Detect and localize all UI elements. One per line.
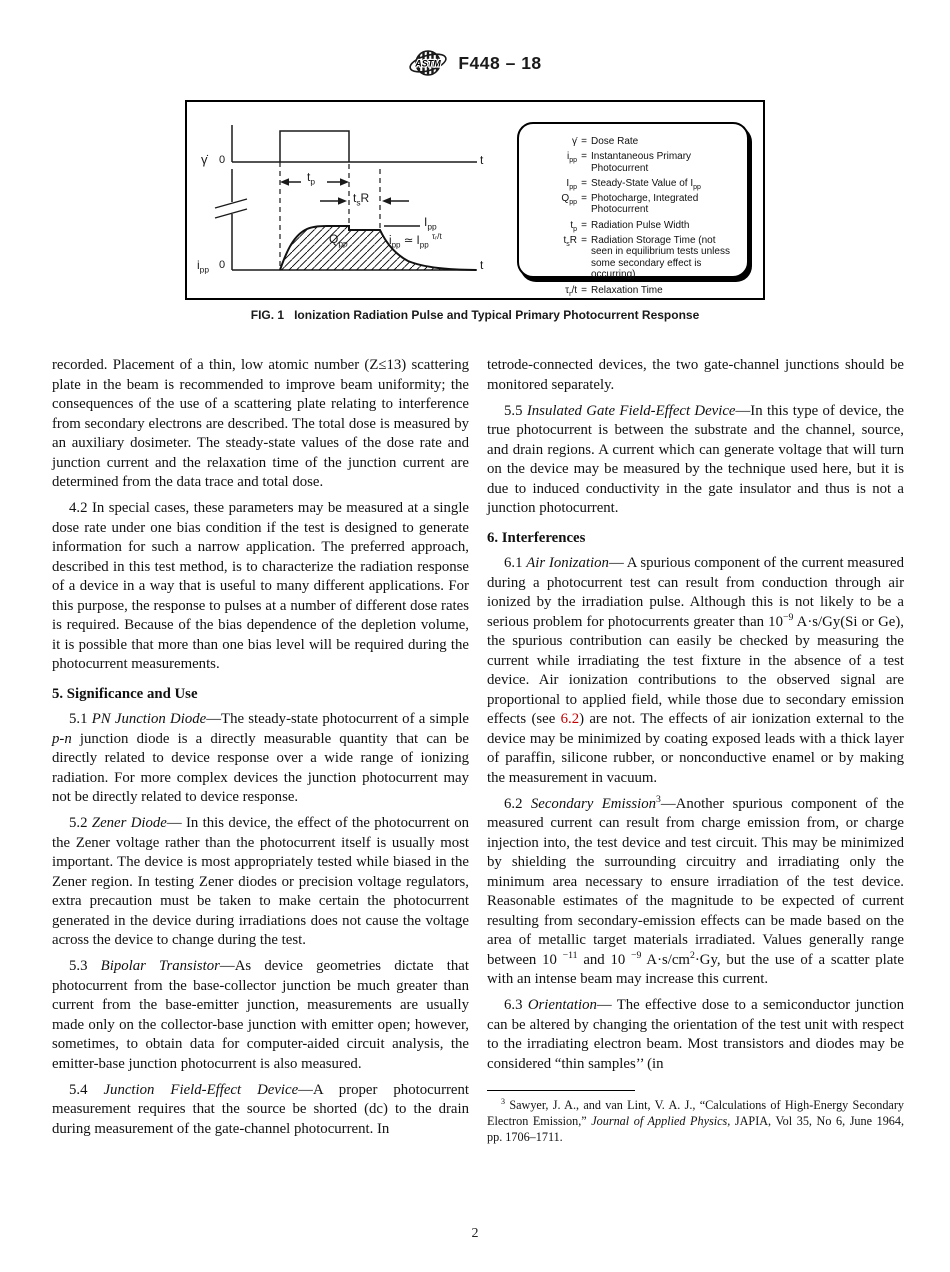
legend-symbol	[529, 193, 577, 216]
text-segment: 5.2	[69, 815, 92, 831]
text-segment: Junction Field-Effect Device	[103, 1081, 299, 1098]
text-segment: −11	[562, 949, 578, 961]
text-segment: —A proper photocurrent measurement requires that the source be shorted (dc) to the drain during measurement of the gate-channel photocurrent. In	[52, 1081, 469, 1137]
paragraph	[52, 1081, 469, 1140]
text-segment: pp	[569, 183, 577, 191]
text-segment: —As device geometries dictate that photocurrent from the base-collector junction be much greater than current from the base-emitter junction, measurements are usually made only on the collector-base junction with emitter open; however, sometimes, to obtain data for computer-aided circuit analysis, the emitter-base junction photocurrent is also measured.	[52, 958, 469, 1072]
text-segment: 0	[219, 259, 226, 271]
figure-legend	[517, 122, 749, 298]
legend-symbol	[529, 220, 577, 232]
text-segment: Zener Diode	[91, 815, 167, 831]
figure-caption	[0, 308, 950, 322]
legend-equals: =	[581, 151, 587, 163]
photocharge-area	[280, 226, 476, 270]
text-segment: recorded. Placement of a thin, low atomic number (Z≤13) scattering plate in the beam is recommended to improve beam uniformity; the consequences of the use of a scattering plate relating to interference from secondary electrons are described. The total dose is measured by an auxiliary dosimeter. The steady-state values of the dose rate and junction current and the relaxation time of the junction current are determined from the data trace and total dose.	[52, 357, 469, 490]
legend-definition	[591, 193, 739, 216]
dose-rate-axis-label	[201, 153, 208, 166]
paragraph	[52, 957, 469, 1074]
paragraph	[487, 356, 904, 395]
footnote-separator	[487, 1090, 635, 1091]
text-segment: 5.4	[69, 1081, 104, 1098]
text-segment: Secondary Emission	[530, 795, 656, 812]
text-segment: pp	[427, 221, 437, 232]
paragraph	[487, 795, 904, 990]
text-segment: Bipolar Transistor	[100, 958, 220, 974]
text-segment: s	[566, 240, 570, 248]
text-segment: —The steady-state photocurrent of a simple	[206, 711, 469, 727]
text-segment: t	[307, 170, 311, 184]
text-segment: Sawyer, J. A., and van Lint, V. A. J., “Calculations of High-Energy Secondary Electron Emission,”	[487, 1098, 904, 1128]
page-number: 2	[471, 1226, 479, 1241]
text-segment: pp	[693, 183, 701, 191]
relaxation-decay-label	[389, 232, 442, 250]
text-segment: t	[563, 234, 567, 246]
paragraph	[52, 814, 469, 951]
text-segment: pp	[569, 157, 577, 165]
left-column	[52, 356, 469, 1146]
text-segment: t	[480, 258, 484, 272]
text-segment: 5.5	[504, 402, 527, 419]
photocharge-label	[329, 232, 348, 249]
figure-caption-title: Ionization Radiation Pulse and Typical Primary Photocurrent Response	[294, 308, 700, 322]
text-segment: — A spurious component of the current measured during a photocurrent test can result from conduction through air ionized by the irradiation pulse. Although this is not likely to be a serious problem for photocurrents greater than 10	[487, 555, 905, 630]
text-segment: R	[569, 234, 577, 246]
text-segment: 5.3	[69, 958, 101, 974]
text-segment: 6. Interferences	[487, 529, 586, 546]
right-column	[487, 356, 904, 1146]
legend-symbol	[529, 151, 577, 174]
legend-definition	[591, 285, 739, 297]
text-segment: junction diode is a directly measurable quantity that can be directly related to device response over a wide range of ionizing radiation. For more complex devices the junction photocurrent may not be directly related to device response.	[52, 730, 469, 805]
legend-equals: =	[581, 234, 587, 246]
text-segment: JAPIA, Vol 35, No 6, June 1964, pp. 1706–1711.	[487, 1113, 905, 1144]
text-segment: −9	[631, 949, 642, 961]
text-segment: ≃ I	[400, 235, 420, 247]
paragraph	[52, 710, 469, 808]
legend-equals: =	[581, 136, 587, 147]
paragraph	[487, 402, 904, 519]
section-heading	[487, 529, 904, 549]
text-segment: — In this device, the effect of the photocurrent on the Zener voltage rather than the photocurrent itself is usually most important. The device is most appropriately tested while biased in the Zener region. In testing Zener diodes or precision voltage regulators, extra precaution must be taken to make certain the photocurrent generated in the device during irradiations does not cause the voltage across the device to change during the test.	[52, 815, 470, 948]
text-segment: — The effective dose to a semiconductor junction can be altered by changing the orientation of the test unit with respect to the irradiating electron beam. Most transistors and diodes may be considered “thin samples’’ (in	[487, 997, 904, 1072]
text-segment: i	[197, 258, 200, 272]
text-segment: t	[353, 191, 357, 205]
text-segment: r	[569, 290, 572, 298]
legend-definition	[591, 235, 739, 281]
text-segment: Photocharge, Integrated Photocurrent	[591, 192, 699, 216]
paragraph	[52, 499, 469, 675]
text-segment: ) are not. The effects of air ionization external to the device may be minimized by coating exposed leads with a thick layer of paraffin, silicone rubber, or nonconductive enamel or by making the measurement in vacuum.	[487, 711, 904, 786]
text-segment: —In this type of device, the true photocurrent is between the substrate and the channel, source, and drain regions. A current which can generate voltage that will turn on the device may be measured by the technique used here, but it is due to induced conductivity in the gate insulator and thus is not a junction photocurrent.	[487, 402, 904, 516]
text-segment: 5. Significance and Use	[52, 685, 198, 702]
paragraph	[52, 356, 469, 493]
svg-text:ASTM: ASTM	[415, 58, 442, 69]
text-segment: 6.2	[504, 795, 531, 812]
legend-equals: =	[581, 192, 587, 204]
text-segment: and 10	[577, 951, 632, 968]
top-axis-time-label	[480, 154, 483, 166]
text-segment: I	[424, 215, 428, 229]
photocurrent-axis-label	[197, 258, 209, 275]
footnote	[487, 1090, 904, 1145]
radiation-pulse	[280, 131, 349, 162]
text-segment: Air Ionization	[526, 555, 609, 571]
text-segment: p	[573, 225, 577, 233]
text-segment: tetrode-connected devices, the two gate-channel junctions should be monitored separately.	[487, 357, 904, 393]
text-segment: A·s/cm	[641, 951, 690, 968]
text-segment: 3	[656, 793, 661, 805]
text-segment: p	[310, 176, 316, 187]
cross-reference-link[interactable]: 6.2	[560, 711, 580, 727]
right-column-paragraphs	[487, 356, 904, 1074]
text-segment: i	[566, 151, 570, 163]
text-segment: PN Junction Diode	[91, 711, 207, 727]
text-segment: 4.2 In special cases, these parameters may be measured at a single dose rate under one bias condition if the test is designed to generate information for such a narrow application. The preferred approach, described in this test method, is to characterize the radiation response of a device in a way that is useful to many different applications. For this purpose, the response to pulses at a number of different dose rates is required. Because of the bias dependence of the depletion volume, it is possible that more than one bias level will be required during the photocurrent measurements.	[52, 500, 469, 672]
text-segment: Q	[561, 192, 570, 204]
text-segment: Instantaneous Primary Photocurrent	[591, 151, 692, 174]
text-segment: p-n	[52, 730, 72, 747]
body-columns	[52, 356, 904, 1146]
text-segment: pp	[338, 238, 348, 249]
text-segment: pp	[391, 240, 401, 250]
storage-time-label	[353, 191, 370, 208]
footnote-text	[487, 1098, 904, 1145]
legend-equals: =	[581, 177, 587, 189]
text-segment: t	[480, 153, 484, 167]
text-segment: τᵣ/t	[431, 232, 442, 242]
astm-logo-icon	[408, 46, 448, 80]
legend-symbol	[529, 235, 577, 281]
text-segment: 6.3	[504, 997, 528, 1013]
text-segment: R	[360, 191, 370, 205]
text-segment: Radiation Pulse Width	[591, 219, 690, 231]
bottom-axis-zero	[219, 260, 225, 271]
text-segment: τ	[565, 284, 570, 296]
legend-definition	[591, 220, 739, 232]
legend-symbol	[529, 136, 577, 148]
text-segment: Q	[329, 232, 339, 246]
paragraph	[487, 996, 904, 1074]
text-segment: /t	[571, 284, 577, 296]
text-segment: Insulated Gate Field-Effect Device	[526, 402, 736, 419]
bottom-axis-time-label	[480, 259, 483, 271]
legend-equals: =	[581, 219, 587, 231]
legend-definition	[591, 178, 739, 190]
text-segment: t	[570, 219, 574, 231]
pulse-width-label	[307, 170, 316, 187]
text-segment: γ̇	[201, 152, 208, 167]
text-segment: —Another spurious component of the measured current can result from charge emission from, or charge injection into, the test device and test circuit. This may be minimized by shielding the surrounding circuitry and irradiating only the minimum area necessary to ensure irradiation of the test device. Reasonable estimates of the magnitude to be expected of current resulting from secondary-emission effects can be made based on the area of metallic target materials irradiated. Values generally range between 10	[487, 795, 904, 968]
legend-symbol	[529, 285, 577, 297]
text-segment: −9	[782, 611, 794, 623]
legend-symbol	[529, 178, 577, 190]
legend-equals: =	[581, 284, 587, 296]
text-segment: 6.1	[504, 555, 527, 571]
document-number: F448 – 18	[458, 52, 542, 73]
text-segment: i	[389, 235, 392, 247]
text-segment: I	[566, 177, 570, 189]
text-segment: A·s/Gy(Si or Ge), the spurious contribution can easily be checked by measuring the current while irradiating the test fixture in the absence of a test device. Air ionization contributions to the observed signal are proportional to applied field, while those due to secondary emission effects (see	[487, 613, 904, 727]
text-segment: s	[356, 197, 361, 208]
paragraph	[487, 554, 904, 788]
top-axis-zero	[219, 155, 225, 166]
text-segment: pp	[199, 264, 209, 275]
text-segment: pp	[419, 240, 429, 250]
text-segment: Steady-State Value of I	[591, 177, 694, 189]
text-segment: γ̇	[572, 136, 577, 147]
legend-definition	[591, 151, 739, 174]
text-segment: 5.1	[69, 711, 92, 727]
steady-state-label	[424, 215, 437, 232]
text-segment: Dose Rate	[591, 136, 639, 147]
page-header	[0, 46, 950, 80]
text-segment: 2	[689, 949, 695, 961]
text-segment: Relaxation Time	[591, 284, 663, 296]
text-segment: pp	[569, 198, 577, 206]
text-segment: Journal of Applied Physics,	[591, 1113, 731, 1128]
text-segment: 3	[501, 1096, 506, 1106]
section-heading	[52, 685, 469, 705]
figure-caption-number: FIG. 1	[250, 308, 285, 322]
text-segment: Orientation	[527, 997, 597, 1013]
figure-1	[185, 100, 765, 300]
text-segment: 0	[219, 154, 226, 166]
text-segment: ·Gy, but the use of a scatter plate with an intense beam may increase this current.	[487, 951, 904, 987]
text-segment: Radiation Storage Time (not seen in equilibrium tests unless some secondary effect is occurring)	[591, 234, 730, 281]
legend-definition	[591, 136, 739, 148]
